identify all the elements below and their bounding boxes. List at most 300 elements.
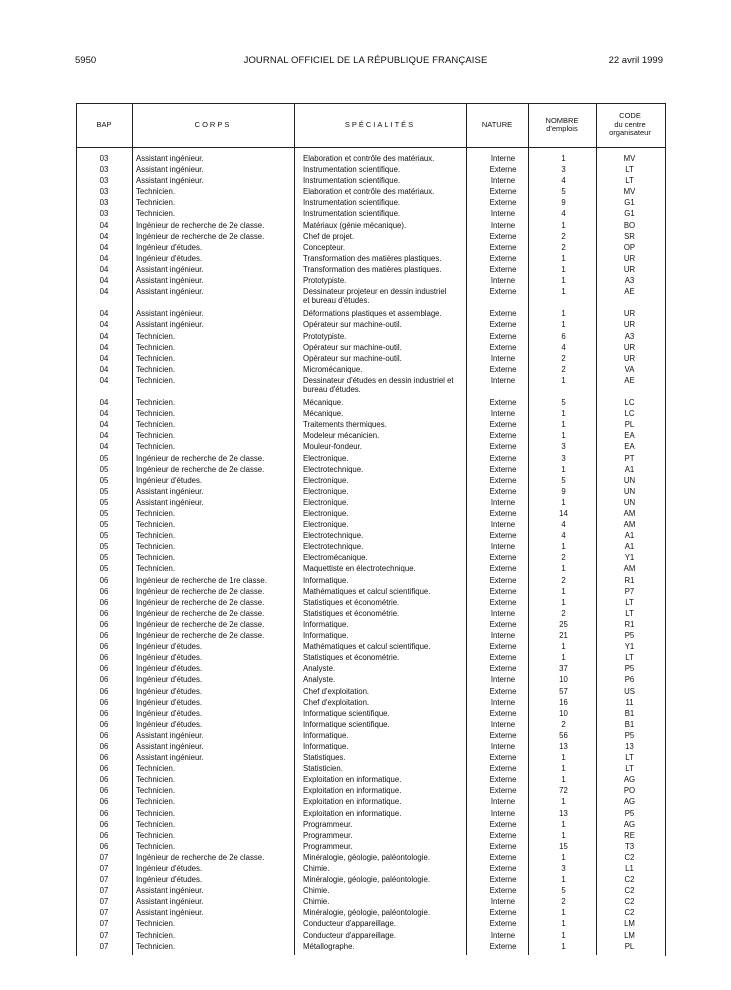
- cell-specialite: Exploitation en informatique.: [303, 797, 402, 807]
- cell-specialite: Mathématiques et calcul scientifique.: [303, 586, 431, 596]
- cell-bap: 03: [99, 187, 109, 197]
- table-row: [76, 918, 665, 929]
- cell-nature: Interne: [490, 608, 516, 618]
- cell-corps: Technicien.: [136, 331, 176, 341]
- cell-specialite: Traitements thermiques.: [303, 420, 387, 430]
- cell-nombre: 2: [561, 353, 566, 363]
- cell-bap: 06: [99, 686, 109, 696]
- cell-bap: 06: [99, 664, 109, 674]
- cell-specialite: Maquettiste en électrotechnique.: [303, 564, 416, 574]
- cell-bap: 04: [99, 253, 109, 263]
- cell-bap: 07: [99, 852, 109, 862]
- cell-nombre: 3: [561, 442, 566, 452]
- cell-corps: Ingénieur d'études.: [136, 686, 203, 696]
- cell-code: LT: [625, 176, 634, 186]
- cell-corps: Ingénieur d'études.: [136, 875, 203, 885]
- cell-corps: Assistant ingénieur.: [136, 741, 204, 751]
- cell-specialite: Informatique scientifique.: [303, 708, 390, 718]
- cell-code: AM: [623, 564, 636, 574]
- cell-nature: Externe: [489, 730, 517, 740]
- cell-nombre: 57: [559, 686, 568, 696]
- cell-corps: Assistant ingénieur.: [136, 309, 204, 319]
- table-row: [76, 486, 665, 497]
- cell-nombre: 3: [561, 165, 566, 175]
- cell-nature: Interne: [490, 154, 516, 163]
- cell-corps: Technicien.: [136, 542, 176, 552]
- cell-code: AE: [624, 375, 635, 385]
- cell-bap: 06: [99, 708, 109, 718]
- cell-nombre: 1: [561, 253, 566, 263]
- cell-bap: 04: [99, 398, 109, 408]
- cell-bap: 04: [99, 242, 109, 252]
- cell-bap: 04: [99, 276, 109, 286]
- cell-specialite: Statistiques et économétrie.: [303, 597, 400, 607]
- cell-nombre: 1: [561, 852, 566, 862]
- cell-code: P5: [624, 664, 635, 674]
- cell-corps: Technicien.: [136, 398, 176, 408]
- cell-code: LT: [625, 597, 634, 607]
- cell-specialite: Conducteur d'appareillage.: [303, 930, 396, 940]
- cell-corps: Ingénieur de recherche de 2e classe.: [136, 464, 265, 474]
- cell-nombre: 2: [561, 242, 566, 252]
- cell-specialite: Electronique.: [303, 486, 349, 496]
- cell-specialite: Instrumentation scientifique.: [303, 198, 401, 208]
- cell-specialite: Analyste.: [303, 675, 336, 685]
- cell-nombre: 37: [559, 664, 568, 674]
- cell-corps: Technicien.: [136, 431, 176, 441]
- cell-nombre: 2: [561, 231, 566, 241]
- table-row: [76, 830, 665, 841]
- table-row: [76, 874, 665, 885]
- cell-code: R1: [624, 575, 635, 585]
- cell-nature: Externe: [489, 886, 517, 896]
- cell-corps: Assistant ingénieur.: [136, 176, 204, 186]
- table-body: [76, 153, 665, 952]
- cell-nature: Externe: [489, 264, 517, 274]
- table-row: [76, 674, 665, 685]
- cell-specialite: Mouleur-fondeur.: [303, 442, 362, 452]
- cell-nombre: 1: [561, 908, 566, 918]
- cell-corps: Ingénieur de recherche de 1re classe.: [136, 575, 267, 585]
- cell-nature: Externe: [489, 509, 517, 518]
- cell-specialite: Chimie.: [303, 864, 330, 873]
- cell-specialite: Prototypiste.: [303, 331, 347, 341]
- cell-bap: 04: [99, 264, 109, 274]
- cell-specialite: Opérateur sur machine-outil.: [303, 320, 402, 330]
- cell-specialite: Métallographe.: [303, 941, 355, 951]
- cell-nombre: 2: [561, 608, 566, 618]
- cell-nombre: 1: [561, 287, 566, 297]
- cell-corps: Technicien.: [136, 187, 176, 197]
- cell-nombre: 16: [559, 697, 568, 707]
- cell-nombre: 1: [561, 653, 566, 663]
- cell-specialite: Instrumentation scientifique.: [303, 209, 401, 219]
- cell-nombre: 5: [561, 398, 566, 408]
- cell-bap: 07: [99, 875, 109, 885]
- cell-nombre: 2: [561, 575, 566, 585]
- cell-code: G1: [624, 209, 635, 219]
- cell-nombre: 72: [559, 786, 568, 796]
- cell-nombre: 5: [561, 886, 566, 896]
- cell-bap: 06: [99, 653, 109, 663]
- cell-corps: Ingénieur d'études.: [136, 242, 203, 252]
- cell-nombre: 1: [561, 830, 566, 840]
- table-row: [76, 619, 665, 630]
- cell-nombre: 1: [561, 220, 566, 230]
- table-row: [76, 541, 665, 552]
- cell-corps: Assistant ingénieur.: [136, 753, 204, 763]
- cell-nombre: 56: [559, 730, 568, 740]
- cell-bap: 06: [99, 586, 109, 596]
- cell-corps: Ingénieur d'études.: [136, 653, 203, 663]
- cell-code: AG: [623, 819, 636, 829]
- table-row: [76, 530, 665, 541]
- cell-specialite: Programmeur.: [303, 830, 353, 840]
- cell-specialite: Matériaux (génie mécanique).: [303, 220, 407, 230]
- cell-specialite: Opérateur sur machine-outil.: [303, 353, 402, 363]
- table-row: [76, 497, 665, 508]
- cell-nature: Externe: [489, 708, 517, 718]
- cell-bap: 06: [99, 697, 109, 707]
- cell-specialite: Programmeur.: [303, 819, 353, 829]
- cell-nature: Interne: [490, 741, 516, 751]
- table-row: [76, 841, 665, 852]
- cell-bap: 06: [99, 819, 109, 829]
- cell-nature: Externe: [489, 908, 517, 918]
- cell-corps: Technicien.: [136, 420, 176, 430]
- cell-corps: Technicien.: [136, 775, 176, 785]
- cell-code: RE: [624, 830, 635, 840]
- cell-nature: Externe: [489, 464, 517, 474]
- table-row: [76, 819, 665, 830]
- cell-bap: 06: [99, 642, 109, 652]
- table-row: [76, 353, 665, 364]
- table-row: [76, 941, 665, 952]
- cell-corps: Ingénieur d'études.: [136, 719, 203, 729]
- cell-code: 13: [625, 741, 634, 751]
- cell-nature: Externe: [489, 597, 517, 607]
- cell-corps: Ingénieur d'études.: [136, 864, 203, 873]
- cell-nombre: 1: [561, 642, 566, 652]
- cell-specialite: Electronique.: [303, 475, 349, 485]
- cell-nombre: 9: [561, 486, 566, 496]
- cell-nombre: 1: [561, 154, 566, 163]
- cell-nombre: 1: [561, 819, 566, 829]
- cell-code: LT: [625, 608, 634, 618]
- cell-bap: 06: [99, 797, 109, 807]
- cell-code: Y1: [624, 642, 635, 652]
- cell-nombre: 1: [561, 375, 566, 385]
- table-row: [76, 220, 665, 231]
- cell-bap: 06: [99, 786, 109, 796]
- cell-nature: Interne: [490, 719, 516, 729]
- cell-specialite: Chef d'exploitation.: [303, 686, 370, 696]
- cell-corps: Assistant ingénieur.: [136, 320, 204, 330]
- cell-corps: Technicien.: [136, 941, 176, 951]
- cell-corps: Ingénieur d'études.: [136, 642, 203, 652]
- cell-bap: 07: [99, 897, 109, 907]
- cell-nature: Interne: [490, 209, 516, 219]
- cell-specialite: Statistiques et économétrie.: [303, 608, 400, 618]
- cell-nature: Interne: [490, 176, 516, 186]
- cell-bap: 04: [99, 231, 109, 241]
- cell-nombre: 2: [561, 553, 566, 563]
- cell-code: UR: [623, 264, 636, 274]
- cell-specialite: Chef de projet.: [303, 231, 355, 241]
- cell-code: LM: [624, 930, 635, 940]
- cell-nombre: 3: [561, 453, 566, 463]
- cell-corps: Technicien.: [136, 808, 176, 818]
- cell-code: EA: [624, 442, 635, 452]
- cell-code: AG: [623, 797, 636, 807]
- cell-nature: Externe: [489, 431, 517, 441]
- cell-nature: Externe: [489, 198, 517, 208]
- cell-nature: Interne: [490, 808, 516, 818]
- cell-nature: Interne: [490, 375, 516, 385]
- cell-nature: Externe: [489, 864, 517, 873]
- publication-date: 22 avril 1999: [608, 55, 663, 66]
- col-header-bap: BAP: [96, 119, 112, 129]
- cell-bap: 05: [99, 453, 109, 463]
- cell-nature: Externe: [489, 453, 517, 463]
- cell-bap: 04: [99, 331, 109, 341]
- cell-bap: 06: [99, 830, 109, 840]
- cell-code: UR: [623, 253, 636, 263]
- cell-bap: 05: [99, 564, 109, 574]
- cell-corps: Assistant ingénieur.: [136, 908, 204, 918]
- cell-bap: 06: [99, 608, 109, 618]
- col-header-nature: NATURE: [481, 119, 513, 129]
- cell-corps: Technicien.: [136, 531, 176, 541]
- cell-corps: Technicien.: [136, 797, 176, 807]
- cell-bap: 03: [99, 165, 109, 175]
- cell-specialite: Conducteur d'appareillage.: [303, 919, 396, 929]
- cell-nombre: 1: [561, 764, 566, 774]
- cell-code: P5: [624, 808, 635, 818]
- cell-nature: Externe: [489, 786, 517, 796]
- cell-nombre: 1: [561, 775, 566, 785]
- cell-specialite: Instrumentation scientifique.: [303, 176, 401, 186]
- table-row: [76, 597, 665, 608]
- cell-nombre: 13: [559, 808, 568, 818]
- cell-specialite: Electronique.: [303, 509, 349, 518]
- cell-nombre: 2: [561, 897, 566, 907]
- cell-corps: Assistant ingénieur.: [136, 497, 204, 507]
- cell-specialite: Electronique.: [303, 497, 349, 507]
- table-row: [76, 153, 665, 164]
- cell-bap: 05: [99, 464, 109, 474]
- cell-specialite: Informatique.: [303, 575, 349, 585]
- cell-nature: Interne: [490, 797, 516, 807]
- cell-code: A1: [624, 542, 635, 552]
- cell-bap: 04: [99, 431, 109, 441]
- cell-code: LC: [624, 398, 635, 408]
- cell-bap: 04: [99, 353, 109, 363]
- cell-nature: Externe: [489, 575, 517, 585]
- cell-nature: Externe: [489, 764, 517, 774]
- cell-bap: 04: [99, 409, 109, 419]
- col-header-code: CODE du centre organisateur: [609, 111, 651, 138]
- cell-specialite: Electrotechnique.: [303, 531, 364, 541]
- cell-corps: Technicien.: [136, 830, 176, 840]
- table-row: [76, 308, 665, 319]
- cell-specialite: Electrotechnique.: [303, 464, 364, 474]
- cell-nature: Interne: [490, 675, 516, 685]
- cell-bap: 06: [99, 575, 109, 585]
- cell-bap: 03: [99, 154, 109, 163]
- cell-nature: Externe: [489, 187, 517, 197]
- cell-corps: Ingénieur de recherche de 2e classe.: [136, 586, 265, 596]
- cell-code: A1: [624, 531, 635, 541]
- cell-nombre: 4: [561, 531, 566, 541]
- cell-nature: Externe: [489, 331, 517, 341]
- cell-nature: Interne: [490, 497, 516, 507]
- table-row: [76, 730, 665, 741]
- cell-nombre: 4: [561, 176, 566, 186]
- cell-nombre: 13: [559, 741, 568, 751]
- cell-nombre: 1: [561, 542, 566, 552]
- table-row: [76, 641, 665, 652]
- cell-nature: Externe: [489, 875, 517, 885]
- cell-code: P6: [624, 675, 635, 685]
- cell-corps: Ingénieur d'études.: [136, 697, 203, 707]
- table-row: [76, 652, 665, 663]
- cell-nature: Externe: [489, 364, 517, 374]
- cell-code: B1: [624, 719, 635, 729]
- header-divider: [76, 147, 665, 148]
- cell-nature: Externe: [489, 475, 517, 485]
- cell-specialite: Mécanique.: [303, 409, 344, 419]
- cell-code: R1: [624, 619, 635, 629]
- cell-corps: Assistant ingénieur.: [136, 154, 204, 163]
- cell-corps: Ingénieur de recherche de 2e classe.: [136, 597, 265, 607]
- table-row: [76, 464, 665, 475]
- cell-nature: Externe: [489, 320, 517, 330]
- cell-corps: Technicien.: [136, 442, 176, 452]
- cell-bap: 03: [99, 198, 109, 208]
- cell-code: MV: [623, 154, 636, 163]
- cell-code: UR: [623, 320, 636, 330]
- table-row: [76, 508, 665, 519]
- cell-nature: Interne: [490, 520, 516, 530]
- cell-bap: 04: [99, 364, 109, 374]
- cell-nombre: 15: [559, 841, 568, 851]
- cell-corps: Assistant ingénieur.: [136, 165, 204, 175]
- cell-corps: Technicien.: [136, 342, 176, 352]
- cell-code: AM: [623, 509, 636, 518]
- cell-specialite: Analyste.: [303, 664, 336, 674]
- cell-nombre: 1: [561, 941, 566, 951]
- cell-bap: 06: [99, 730, 109, 740]
- cell-nature: Externe: [489, 420, 517, 430]
- cell-corps: Technicien.: [136, 520, 176, 530]
- cell-nature: Externe: [489, 753, 517, 763]
- table-row: [76, 186, 665, 197]
- table-row: [76, 197, 665, 208]
- cell-code: C2: [624, 886, 635, 896]
- cell-specialite: Chimie.: [303, 886, 330, 896]
- cell-corps: Technicien.: [136, 819, 176, 829]
- table-row: [76, 275, 665, 286]
- cell-nombre: 1: [561, 753, 566, 763]
- cell-bap: 06: [99, 841, 109, 851]
- cell-specialite: Electronique.: [303, 453, 349, 463]
- cell-bap: 05: [99, 520, 109, 530]
- cell-corps: Ingénieur de recherche de 2e classe.: [136, 231, 265, 241]
- cell-nature: Externe: [489, 342, 517, 352]
- cell-code: LC: [624, 409, 635, 419]
- cell-code: C2: [624, 852, 635, 862]
- table-row: [76, 375, 665, 397]
- cell-nombre: 5: [561, 187, 566, 197]
- cell-bap: 04: [99, 442, 109, 452]
- cell-bap: 04: [99, 287, 109, 297]
- cell-specialite: Informatique.: [303, 619, 349, 629]
- cell-bap: 04: [99, 220, 109, 230]
- table-row: [76, 907, 665, 918]
- cell-code: P7: [624, 586, 635, 596]
- cell-nombre: 1: [561, 264, 566, 274]
- cell-specialite: Dessinateur projeteur en dessin industriel et bureau d'études.: [303, 287, 447, 306]
- cell-code: C2: [624, 897, 635, 907]
- cell-bap: 04: [99, 375, 109, 385]
- cell-nature: Externe: [489, 686, 517, 696]
- cell-nombre: 1: [561, 409, 566, 419]
- cell-code: LM: [624, 919, 635, 929]
- table-row: [76, 785, 665, 796]
- cell-nature: Externe: [489, 486, 517, 496]
- cell-nombre: 10: [559, 708, 568, 718]
- cell-corps: Technicien.: [136, 409, 176, 419]
- table-row: [76, 808, 665, 819]
- cell-nature: Externe: [489, 564, 517, 574]
- cell-nombre: 4: [561, 342, 566, 352]
- cell-nombre: 1: [561, 564, 566, 574]
- table-row: [76, 774, 665, 785]
- table-row: [76, 763, 665, 774]
- cell-nature: Interne: [490, 353, 516, 363]
- cell-code: P5: [624, 730, 635, 740]
- cell-corps: Ingénieur d'études.: [136, 708, 203, 718]
- cell-nature: Externe: [489, 442, 517, 452]
- cell-nombre: 1: [561, 797, 566, 807]
- cell-code: PL: [624, 941, 635, 951]
- cell-corps: Assistant ingénieur.: [136, 276, 204, 286]
- cell-corps: Technicien.: [136, 375, 176, 385]
- cell-nombre: 1: [561, 309, 566, 319]
- cell-corps: Technicien.: [136, 353, 176, 363]
- cell-specialite: Informatique.: [303, 741, 349, 751]
- cell-bap: 06: [99, 675, 109, 685]
- cell-corps: Ingénieur de recherche de 2e classe.: [136, 631, 265, 641]
- cell-code: Y1: [624, 553, 635, 563]
- cell-nature: Externe: [489, 586, 517, 596]
- cell-nature: Externe: [489, 531, 517, 541]
- cell-bap: 05: [99, 475, 109, 485]
- cell-bap: 06: [99, 753, 109, 763]
- cell-code: A3: [624, 331, 635, 341]
- cell-code: P5: [624, 631, 635, 641]
- col-header-nombre: NOMBRE d'emplois: [545, 115, 579, 133]
- cell-nature: Externe: [489, 242, 517, 252]
- cell-code: OP: [623, 242, 636, 252]
- cell-corps: Technicien.: [136, 930, 176, 940]
- cell-specialite: Statistiques.: [303, 753, 346, 763]
- cell-nature: Interne: [490, 697, 516, 707]
- table-row: [76, 896, 665, 907]
- cell-nature: Interne: [490, 542, 516, 552]
- cell-nature: Externe: [489, 830, 517, 840]
